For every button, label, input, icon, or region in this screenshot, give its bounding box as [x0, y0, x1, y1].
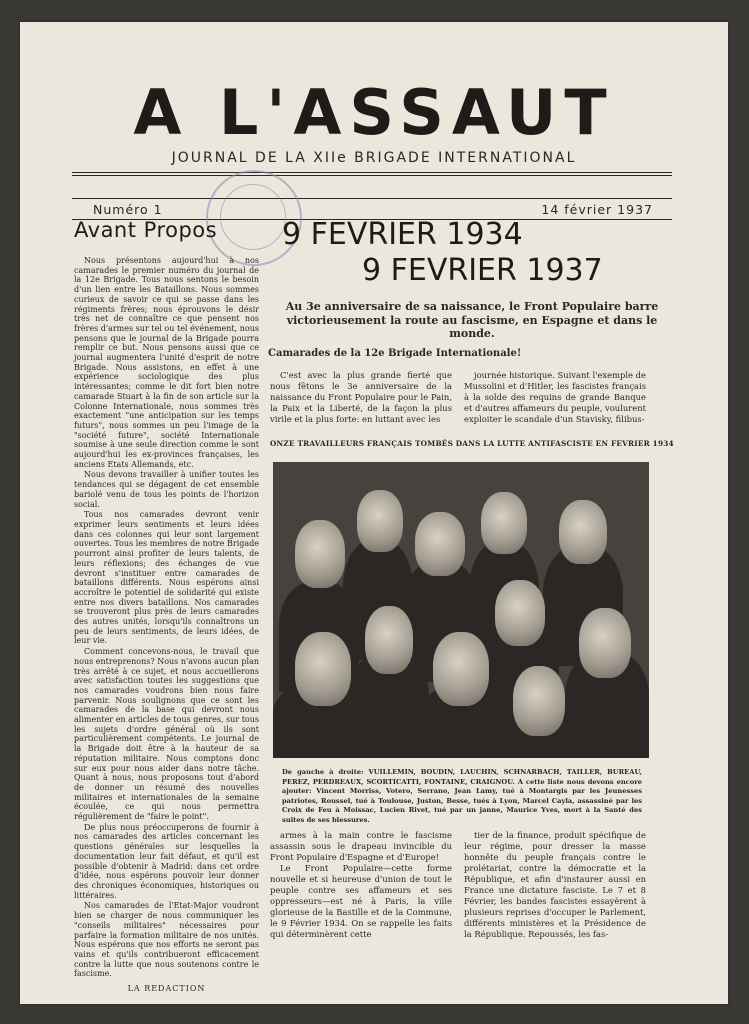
article-column-right — [464, 370, 646, 425]
top-rule-double — [72, 175, 672, 176]
avant-propos-column — [74, 218, 259, 994]
photo-caption: De gauche à droite: VUILLEMIN, BOUDIN, LAUCHIN, SCHNARBACH, TAILLER, BUREAU, PEREZ, PERDREAUX, SCORTICATTI, FONTAINE, CRAIGNOU. A cette liste nous devons encore ajouter: Vincent Morriss, Votero, Serrano, Jean Lamy, tué à Montargis par les Jeunesses patriotes, Roussel, tué à Toulouse, Juston, Besse, tués à Lyon, Marcel Cayla, assassiné par les Croix de Feu à Moissac, Lucien Rivet, tué par un janne, Maurice Yves, mort à la Santé des suites de ses blessures. — [282, 768, 642, 824]
avant-propos-paragraph: Nous présentons aujourd'hui à nos camarades le premier numéro du journal de la 12e Brigade. Tous nous sentons le besoin d'un lien entre les Bataillons. Nous sommes curieux de savoir ce qui se passe dans les régiments frères; nous éprouvons le désir très net de connaître ce que pensent nos frères d'armes sur tel ou tel événement, nous pensons que le journal de la Brigade pourra remplir ce but. Nous pensons aussi que ce journal augmentera l'unité d'esprit de notre Brigade. Nous assistons, en effet à une expérience sociologique des plus intéressantes; comme le dit fort bien notre camarade Stuart à la fin de son article sur la Colonne Internationale, nous sommes très exactement "une anticipation sur les temps futurs", nous sommes un peu l'image de la "société future", société Internationale soumise à une seule direction comme le sont aujourd'hui les ex-provinces françaises, les anciens Etats Allemands, etc. — [74, 256, 259, 469]
article-column-left — [270, 370, 452, 425]
avant-propos-heading: Avant Propos — [74, 218, 218, 242]
photo-heading: ONZE TRAVAILLEURS FRANÇAIS TOMBÉS DANS LA LUTTE ANTIFASCISTE EN FEVRIER 1934 — [270, 439, 674, 448]
top-rule — [72, 172, 672, 173]
headline-1937: 9 FEVRIER 1937 — [362, 253, 603, 288]
issue-date: 14 février 1937 — [541, 202, 653, 217]
article-text: C'est avec la plus grande fierté que nous fêtons le 3e anniversaire de la naissance du Front Populaire pour le Pain, la Paix et la Liberté, de la façon la plus virile et la plus forte: en luttant avec les — [270, 370, 452, 424]
date-rule-top — [72, 198, 672, 199]
article-text: Le Front Populaire—cette forme nouvelle et si heureuse d'union de tout le peuple contre ses affameurs et ses oppresseurs—est né à Paris, la ville glorieuse de la Bastille et de la Commune, le 9 Février 1934. On se rappelle les faits qui déterminèrent cette — [270, 863, 452, 939]
avant-propos-paragraph: Nos camarades de l'Etat-Major voudront bien se charger de nous communiquer les "conseils militaires" nécessaires pour parfaire la formation militaire de nos unités. Nous espérons que nos efforts ne seront pas vains et qu'ils contribueront efficacement contre la lutte que nous soutenons contre le fascisme. — [74, 901, 259, 979]
signature: LA REDACTION — [127, 984, 206, 994]
masthead-title: A L'ASSAUT — [133, 76, 615, 149]
article-text: armes à la main contre le fascisme assassin sous le drapeau invincible du Front Populaire d'Espagne et d'Europe! — [270, 830, 452, 862]
article-text: tier de la finance, produit spécifique de leur régime, pour dresser la masse honnête du peuple français contre le prolétariat, contre la démocratie et la République, et afin d'instaurer aussi en France une dictature fasciste. Le 7 et 8 Février, les bandes fascistes essayèrent à plusieurs reprises d'occuper le Parlement, différents ministères et la Présidence de la République. Repoussés, les fas- — [464, 830, 646, 939]
article-text: journée historique. Suivant l'exemple de Mussolini et d'Hitler, les fascistes français à la solde des requins de grande Banque et d'autres affameurs du peuple, voulurent exploiter le scandale d'un Stavisky, filibus- — [464, 370, 646, 424]
headline-1934: 9 FEVRIER 1934 — [282, 217, 523, 252]
greeting-line: Camarades de la 12e Brigade Internationale! — [268, 348, 522, 359]
headline-deck: Au 3e anniversaire de sa naissance, le Front Populaire barre victorieusement la route au fascisme, en Espagne et dans le monde. — [285, 300, 659, 340]
issue-number: Numéro 1 — [93, 202, 163, 217]
group-portrait-photo — [273, 462, 649, 758]
article-column-bottom-left — [270, 830, 452, 940]
article-column-bottom-right — [464, 830, 646, 940]
newspaper-page — [20, 22, 728, 1004]
avant-propos-paragraph: Nous devons travailler à unifier toutes les tendances qui se dégagent de cet ensemble bariolé venu de tous les points de l'horizon social. — [74, 470, 259, 509]
avant-propos-paragraph: De plus nous préoccuperons de fournir à nos camarades des articles concernant les questions générales sur lesquelles la documentation leur fait défaut, et qu'il est possible d'obtenir à Madrid: dans cet ordre d'idée, nous espérons pouvoir leur donner des chroniques économiques, historiques ou littéraires. — [74, 822, 259, 900]
avant-propos-paragraph: Comment concevons-nous, le travail que nous entreprenons? Nous n'avons aucun plan très arrêté à ce sujet, et nous accueillerons avec satisfaction toutes les suggestions que nos camarades voudrons bien nous faire parvenir. Nous soulignons que ce sont les camarades de la base qui devront nous alimenter en articles de tous genres, sur tous les sujets d'ordre général où ils sont particulièrement compétents. Le journal de la Brigade doit être à la hauteur de sa réputation militaire. Nous comptons donc sur eux pour nous aider dans notre tâche. Quant à nous, nous proposons tout d'abord de donner un résumé des nouvelles militaires et internationales de la semaine écoulée, ce qui nous permettra régulièrement de "faire le point". — [74, 647, 259, 822]
masthead-subtitle: JOURNAL DE LA XIIe BRIGADE INTERNATIONAL — [171, 150, 577, 166]
avant-propos-paragraph: Tous nos camarades devront venir exprimer leurs sentiments et leurs idées dans ces colonnes qui leur sont largement ouvertes. Tous les membres de notre Brigade pourront ainsi profiter de leurs talents, de leurs réflexions; des échanges de vue devront s'instituer entre camarades de bataillons différents. Nous espérons ainsi accroître le potentiel de solidarité qui existe entre nos divers bataillons. Nos camarades se trouveront plus près de leurs camarades des autres unités, lorsqu'ils connaîtrons un peu de leurs sentiments, de leurs idées, de leur vie. — [74, 510, 259, 646]
